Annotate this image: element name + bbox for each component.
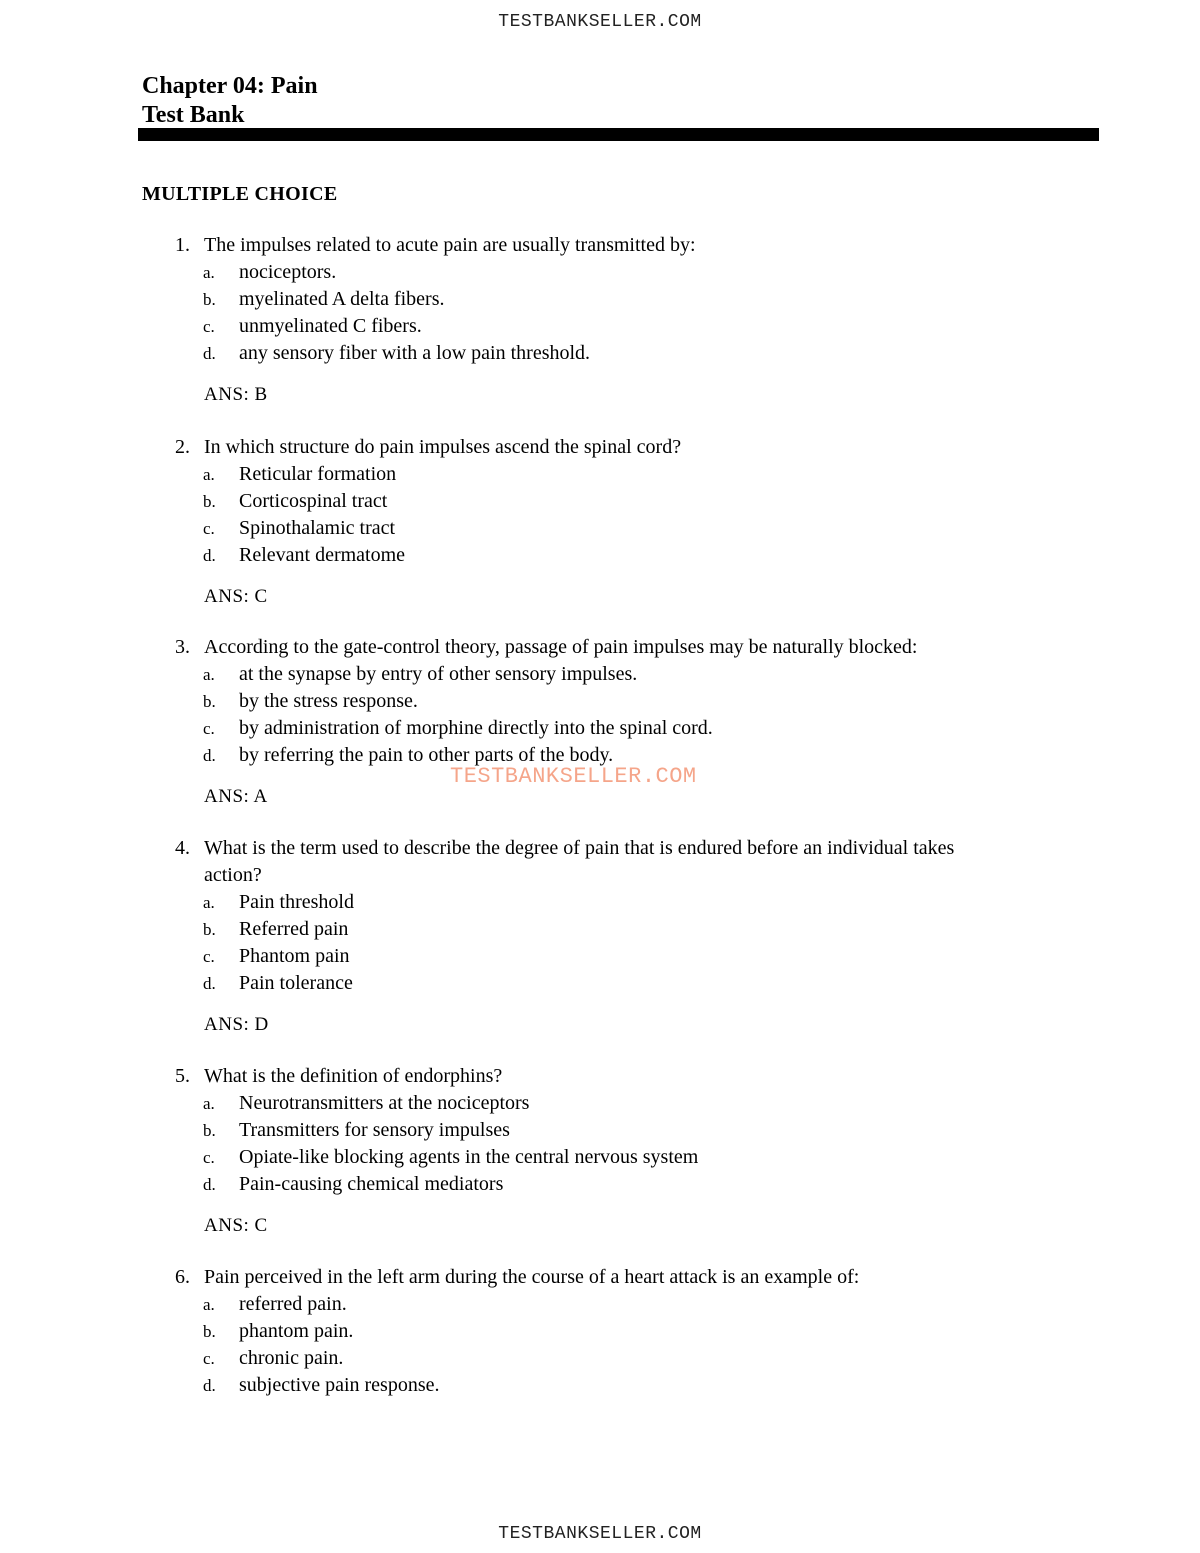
chapter-subtitle: Test Bank xyxy=(142,102,245,128)
option-text: Corticospinal tract xyxy=(239,490,388,512)
option-d xyxy=(0,1372,1200,1399)
chapter-title-block xyxy=(142,72,318,130)
answer: ANS: A xyxy=(204,786,268,807)
option-letter: c. xyxy=(203,317,215,336)
option-letter: b. xyxy=(203,692,216,711)
option-text: Reticular formation xyxy=(239,463,397,485)
option-letter: d. xyxy=(203,746,216,765)
option-text: at the synapse by entry of other sensory impulses. xyxy=(239,663,638,685)
option-d xyxy=(0,542,1200,569)
option-b xyxy=(0,1117,1200,1144)
question-text: In which structure do pain impulses ascend the spinal cord? xyxy=(204,436,682,458)
question-text: According to the gate-control theory, passage of pain impulses may be naturally blocked: xyxy=(204,636,918,658)
option-text: nociceptors. xyxy=(239,261,337,283)
footer-watermark: TESTBANKSELLER.COM xyxy=(498,1524,702,1544)
option-b xyxy=(0,688,1200,715)
option-letter: a. xyxy=(203,665,215,684)
option-letter: c. xyxy=(203,519,215,538)
option-letter: d. xyxy=(203,1175,216,1194)
question-2 xyxy=(0,434,1200,610)
option-letter: d. xyxy=(203,546,216,565)
question-5 xyxy=(0,1063,1200,1239)
option-letter: a. xyxy=(203,465,215,484)
option-b xyxy=(0,916,1200,943)
option-text: phantom pain. xyxy=(239,1320,354,1342)
option-letter: d. xyxy=(203,974,216,993)
option-d xyxy=(0,340,1200,367)
header-watermark: TESTBANKSELLER.COM xyxy=(498,12,702,32)
option-a xyxy=(0,1291,1200,1318)
option-a xyxy=(0,259,1200,286)
answer: ANS: C xyxy=(204,1215,268,1236)
option-text: Pain-causing chemical mediators xyxy=(239,1173,504,1195)
option-text: Relevant dermatome xyxy=(239,544,406,566)
option-text: Opiate-like blocking agents in the central nervous system xyxy=(239,1146,699,1168)
option-b xyxy=(0,286,1200,313)
option-text: Spinothalamic tract xyxy=(239,517,396,539)
option-letter: a. xyxy=(203,1094,215,1113)
question-text: What is the definition of endorphins? xyxy=(204,1065,503,1087)
option-a xyxy=(0,461,1200,488)
option-text: by administration of morphine directly into the spinal cord. xyxy=(239,717,713,739)
option-text: Transmitters for sensory impulses xyxy=(239,1119,510,1141)
option-d xyxy=(0,1171,1200,1198)
option-letter: c. xyxy=(203,1148,215,1167)
option-c xyxy=(0,943,1200,970)
option-text: Pain threshold xyxy=(239,891,354,913)
option-letter: b. xyxy=(203,920,216,939)
question-number: 3. xyxy=(175,636,190,658)
option-c xyxy=(0,515,1200,542)
question-text: Pain perceived in the left arm during the course of a heart attack is an example of: xyxy=(204,1266,860,1288)
option-a xyxy=(0,889,1200,916)
option-text: unmyelinated C fibers. xyxy=(239,315,422,337)
option-letter: c. xyxy=(203,1349,215,1368)
answer: ANS: D xyxy=(204,1014,269,1035)
option-c xyxy=(0,1144,1200,1171)
question-number: 4. xyxy=(175,837,190,859)
question-number: 2. xyxy=(175,436,190,458)
option-letter: c. xyxy=(203,947,215,966)
answer: ANS: B xyxy=(204,384,268,405)
question-number: 6. xyxy=(175,1266,190,1288)
option-text: chronic pain. xyxy=(239,1347,344,1369)
option-b xyxy=(0,488,1200,515)
answer: ANS: C xyxy=(204,586,268,607)
section-heading: MULTIPLE CHOICE xyxy=(142,183,338,205)
option-letter: d. xyxy=(203,1376,216,1395)
option-text: Referred pain xyxy=(239,918,349,940)
option-a xyxy=(0,661,1200,688)
chapter-title: Chapter 04: Pain xyxy=(142,73,318,99)
option-a xyxy=(0,1090,1200,1117)
option-text: by referring the pain to other parts of the body. xyxy=(239,744,614,766)
option-text: referred pain. xyxy=(239,1293,347,1315)
option-c xyxy=(0,313,1200,340)
option-letter: b. xyxy=(203,492,216,511)
center-watermark: TESTBANKSELLER.COM xyxy=(450,764,697,789)
option-text: Phantom pain xyxy=(239,945,350,967)
option-b xyxy=(0,1318,1200,1345)
question-number: 5. xyxy=(175,1065,190,1087)
question-4 xyxy=(0,835,1200,1038)
option-letter: c. xyxy=(203,719,215,738)
option-letter: d. xyxy=(203,344,216,363)
option-text: by the stress response. xyxy=(239,690,418,712)
question-text-line-1: What is the term used to describe the degree of pain that is endured before an individual takes xyxy=(204,837,955,859)
option-text: subjective pain response. xyxy=(239,1374,440,1396)
option-text: Neurotransmitters at the nociceptors xyxy=(239,1092,530,1114)
question-number: 1. xyxy=(175,234,190,256)
option-letter: b. xyxy=(203,1121,216,1140)
option-letter: a. xyxy=(203,893,215,912)
option-text: myelinated A delta fibers. xyxy=(239,288,445,310)
question-6 xyxy=(0,1264,1200,1399)
option-letter: a. xyxy=(203,1295,215,1314)
title-rule xyxy=(138,128,1099,141)
option-c xyxy=(0,715,1200,742)
option-text: any sensory fiber with a low pain threshold. xyxy=(239,342,591,364)
question-1 xyxy=(0,232,1200,408)
option-letter: b. xyxy=(203,290,216,309)
option-d xyxy=(0,970,1200,997)
question-text-line-2: action? xyxy=(204,864,262,886)
question-text: The impulses related to acute pain are usually transmitted by: xyxy=(204,234,696,256)
option-letter: a. xyxy=(203,263,215,282)
option-text: Pain tolerance xyxy=(239,972,353,994)
option-letter: b. xyxy=(203,1322,216,1341)
option-c xyxy=(0,1345,1200,1372)
